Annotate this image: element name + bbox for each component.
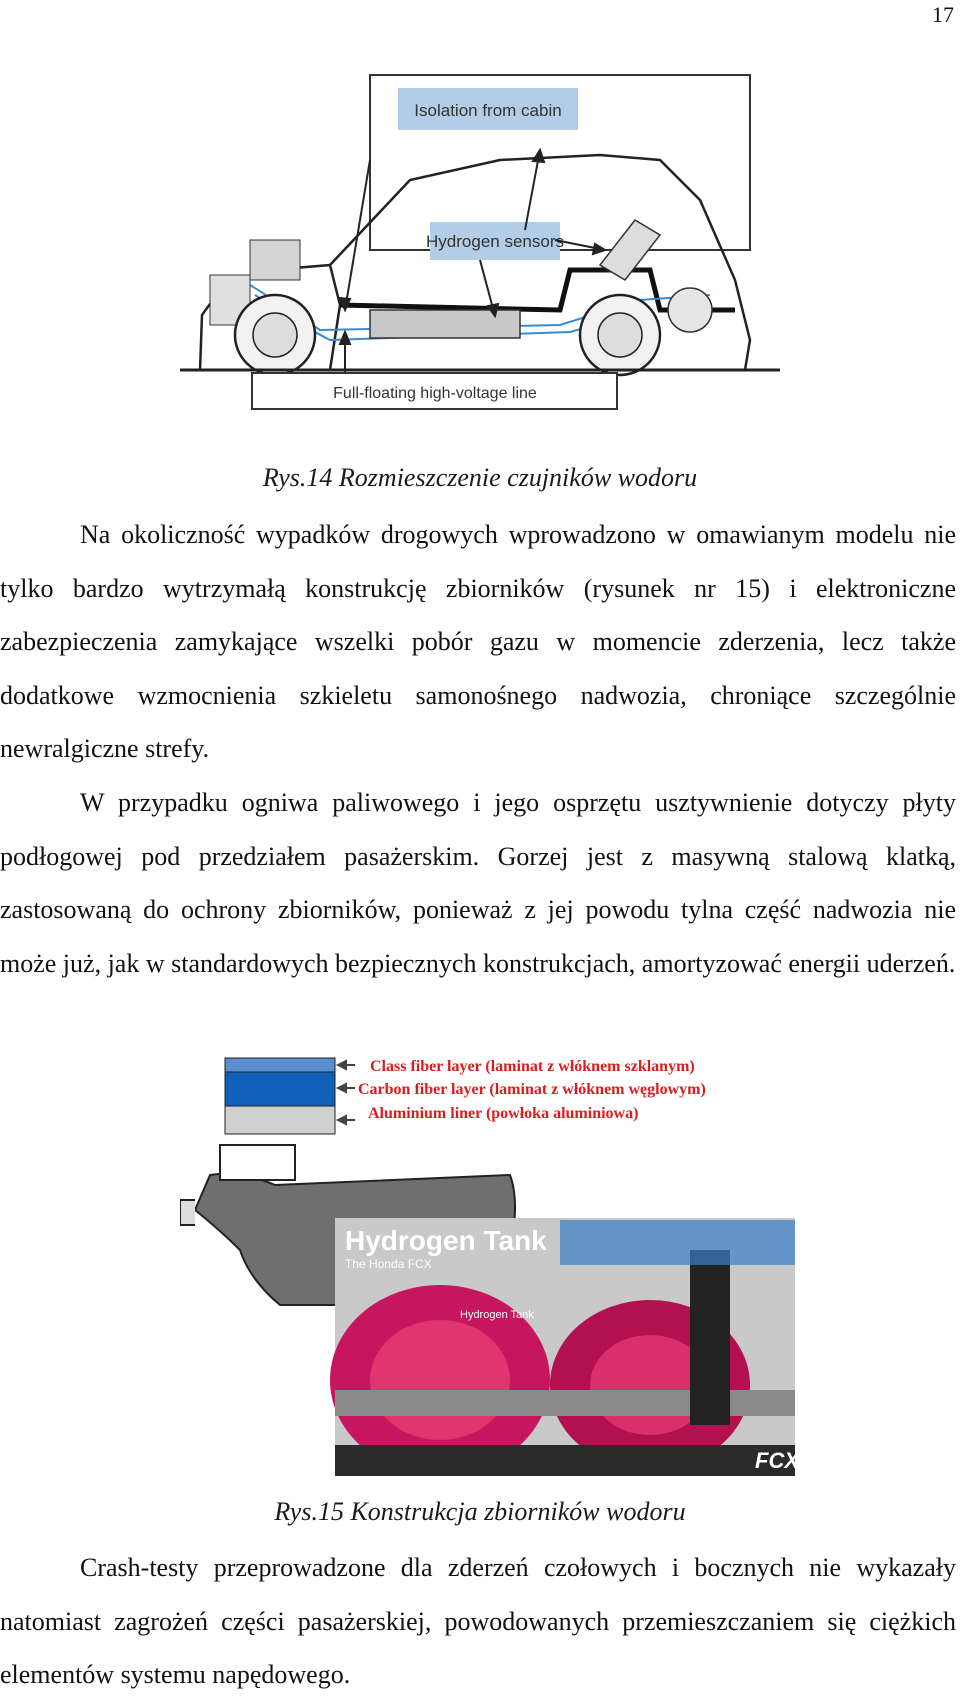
isolation-label: Isolation from cabin <box>414 101 562 120</box>
paragraph-2: W przypadku ogniwa paliwowego i jego osprzętu usztywnienie dotyczy płyty podłogowej pod przedziałem pasażerskim. Gorzej jest z masywną stalową klatką, zastosowaną do ochrony zbiorników, ponieważ z jej powodu tylna część nadwozia nie może już, jak w standardowych bezpiecznych konstrukcjach, amortyzować energii uderzeń. <box>0 788 956 978</box>
paragraph-1: Na okoliczność wypadków drogowych wprowadzono w omawianym modelu nie tylko bardzo wytrzymałą konstrukcję zbiorników (rysunek nr 15) i elektroniczne zabezpieczenia zamykające wszelki pobór gazu w momencie zderzenia, lecz także dodatkowe wzmocnienia szkieletu samonośnego nadwozia, chroniące szczególnie newralgiczne strefy. <box>0 520 956 763</box>
figure-15-caption: Rys.15 Konstrukcja zbiorników wodoru <box>274 1497 686 1526</box>
photo-title: Hydrogen Tank <box>345 1225 547 1256</box>
photo-subtitle: The Honda FCX <box>345 1257 432 1271</box>
layer-label-3: Aluminium liner (powłoka aluminiowa) <box>368 1105 639 1122</box>
sensors-label: Hydrogen sensors <box>426 232 564 251</box>
hydrogen-tank-photo <box>330 1218 800 1476</box>
paragraph-3: Crash-testy przeprowadzone dla zderzeń czołowych i bocznych nie wykazały natomiast zagrożeń części pasażerskiej, powodowanych przemieszczaniem się ciężkich elementów systemu napędowego. <box>0 1553 956 1689</box>
figure-15-tank-diagram <box>180 1050 800 1480</box>
high-voltage-line-label: Full-floating high-voltage line <box>333 385 537 402</box>
layer-label-2: Carbon fiber layer (laminat z włóknem węglowym) <box>358 1081 706 1098</box>
figure-14-car-diagram <box>180 70 800 445</box>
page-number: 17 <box>932 2 954 27</box>
fcx-badge: FCX <box>755 1448 799 1473</box>
layer-label-1: Class fiber layer (laminat z włóknem szklanym) <box>370 1058 695 1075</box>
figure-14-caption: Rys.14 Rozmieszczenie czujników wodoru <box>262 463 698 492</box>
photo-tank-label: Hydrogen Tank <box>460 1309 534 1321</box>
